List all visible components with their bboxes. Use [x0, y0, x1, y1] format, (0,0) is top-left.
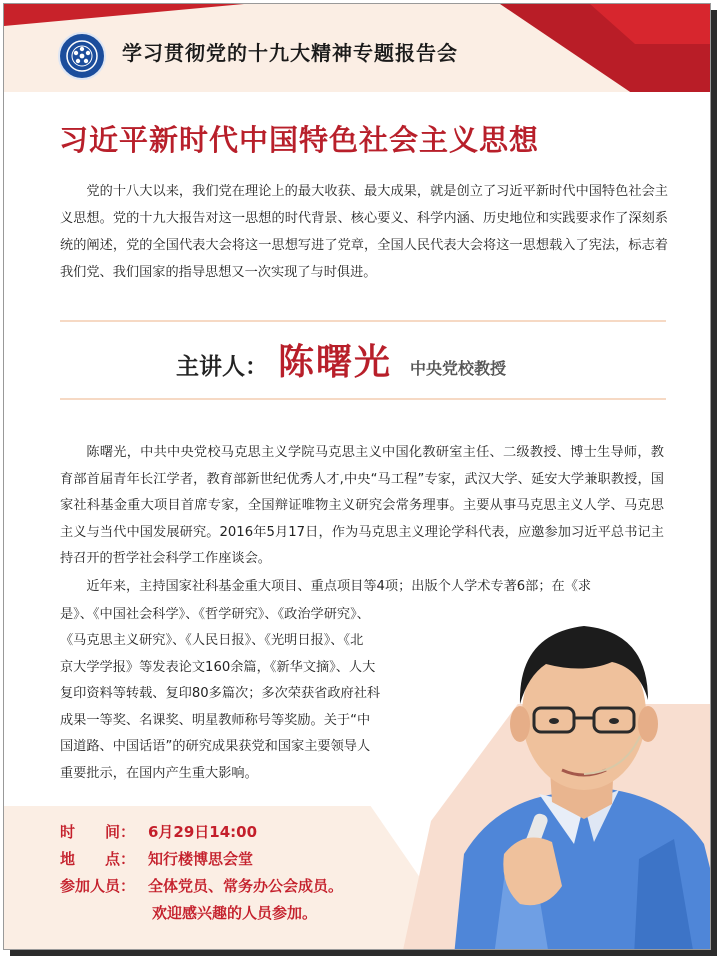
frame-shadow-right: [711, 10, 717, 956]
event-welcome-text: 欢迎感兴趣的人员参加。: [152, 904, 318, 922]
event-attendees-label: 参加人员：: [60, 877, 136, 895]
bio-line: 国道路、中国话语”的研究成果获党和国家主要领导人: [60, 739, 371, 754]
bio-paragraph-2-rest: [60, 628, 460, 787]
bio-paragraph-2-line-1: 近年来，主持国家社科基金重大项目、重点项目等4项；出版个人学术专著6部；在《求: [86, 579, 592, 594]
poster-frame: [3, 3, 711, 950]
bio-line: 复印资料等转载、复印80多篇次；多次荣获省政府社科: [60, 686, 381, 701]
event-place-row: [60, 846, 343, 873]
header-red-accent-left: [4, 4, 244, 26]
event-attendees-value: 全体党员、常务办公会成员。: [148, 877, 344, 895]
header-title: 学习贯彻党的十九大精神专题报告会: [122, 41, 458, 65]
event-time-value: 6月29日14:00: [148, 823, 258, 841]
event-place-value: 知行楼博思会堂: [148, 850, 254, 868]
speaker-row: [176, 334, 506, 386]
event-time-row: [60, 819, 343, 846]
bio-line: 成果一等奖、名课奖、明星教师称号等奖励。关于“中: [60, 712, 371, 728]
speaker-name: 陈曙光: [278, 342, 393, 383]
bio-line: 京大学学报》等发表论文160余篇，《新华文摘》、人大: [60, 659, 376, 675]
intro-paragraph: 党的十八大以来，我们党在理论上的最大收获、最大成果，就是创立了习近平新时代中国特色社会主义思想。党的十九大报告对这一思想的时代背景、核心要义、科学内涵、历史地位和实践要求作了深刻系统的阐述，党的全国代表大会将这一思想写进了党章，全国人民代表大会将这一思想载入了宪法，标志着我们党、我们国家的指导思想又一次实现了与时俱进。: [60, 184, 668, 280]
speaker-title: 中央党校教授: [410, 359, 507, 378]
bio-paragraph-2-line-2: 是》、《中国社会科学》、《哲学研究》、《政治学研究》、: [60, 607, 370, 622]
event-attendees-row: [60, 873, 343, 900]
main-title: 习近平新时代中国特色社会主义思想: [59, 123, 540, 157]
speaker-portrait-icon: [434, 604, 711, 950]
frame-shadow-bottom: [10, 950, 717, 956]
divider-bottom: [60, 398, 666, 400]
bio-line: 《马克思主义研究》、《人民日报》、《光明日报》、《北: [60, 633, 364, 648]
bio-line: 重要批示，在国内产生重大影响。: [60, 765, 258, 781]
event-time-label: 时 间：: [60, 823, 136, 841]
event-place-label: 地 点：: [60, 850, 136, 868]
divider-top: [60, 320, 666, 322]
university-emblem-icon: [58, 32, 106, 80]
bio-paragraph-1: 陈曙光，中共中央党校马克思主义学院马克思主义中国化教研室主任、二级教授、博士生导师，教育部首届青年长江学者，教育部新世纪优秀人才,中央“马工程”专家，武汉大学、延安大学兼职教授，国家社科基金重大项目首席专家，全国辩证唯物主义研究会常务理事。主要从事马克思主义人学、马克思主义与当代中国发展研究。2016年5月17日，作为马克思主义理论学科代表，应邀参加习近平总书记主持召开的哲学社会科学工作座谈会。: [60, 445, 664, 566]
speaker-label: 主讲人：: [176, 354, 268, 380]
event-info: [60, 819, 343, 927]
